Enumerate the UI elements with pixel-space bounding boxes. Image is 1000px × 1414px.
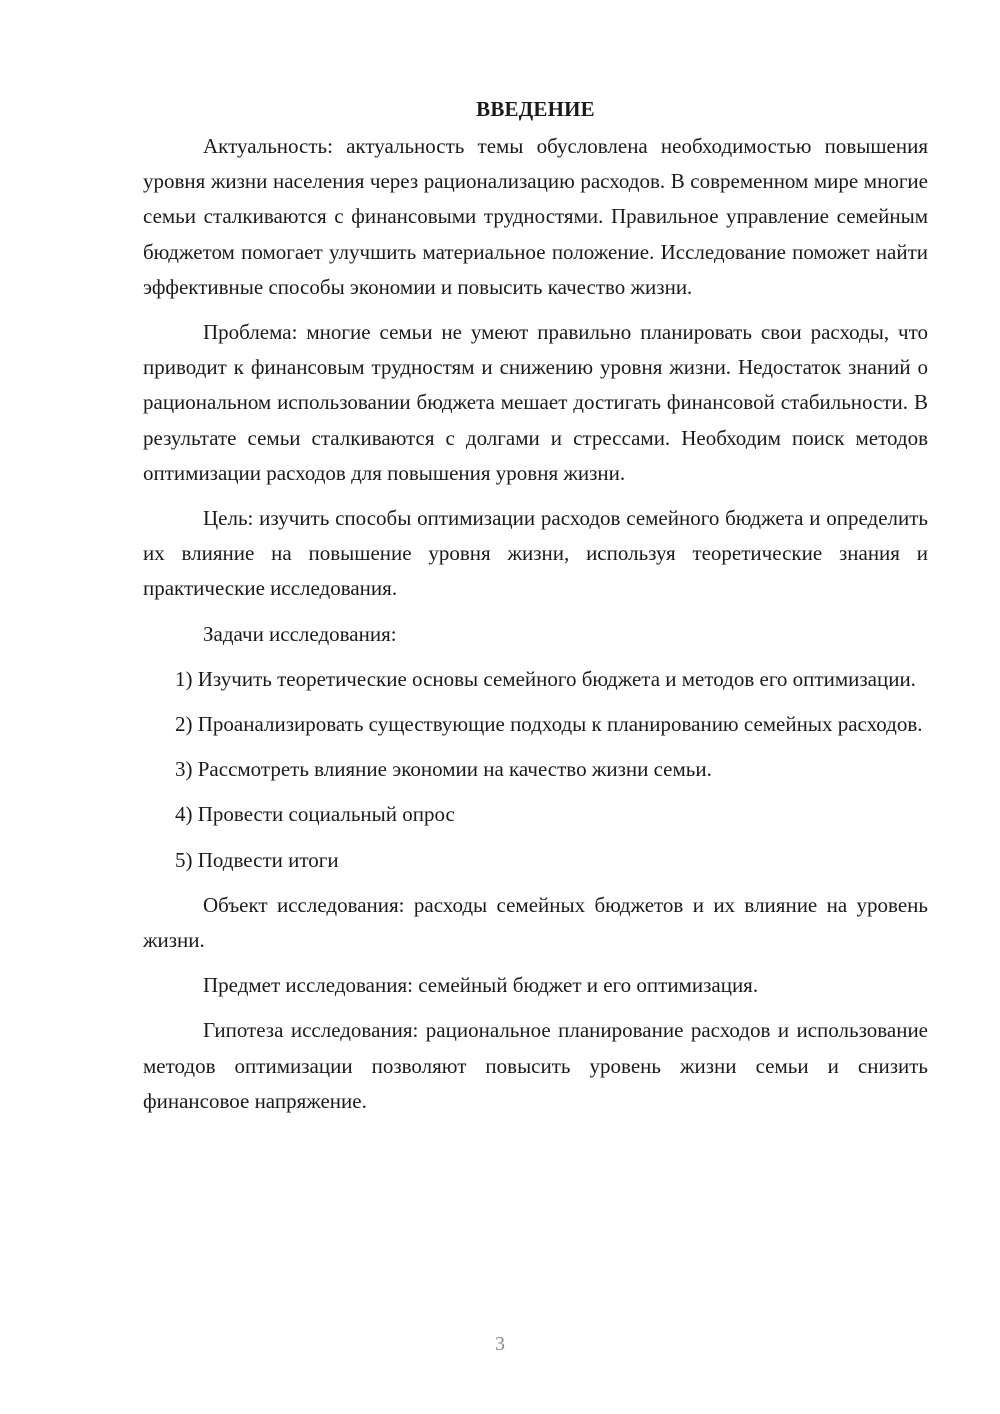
subject-paragraph: Предмет исследования: семейный бюджет и его оптимизация. — [203, 973, 759, 998]
task-item-2: 2) Проанализировать существующие подходы к планированию семейных расходов. — [175, 712, 923, 737]
page-number: 3 — [495, 1333, 505, 1355]
object-paragraph: Объект исследования: расходы семейных бюджетов и их влияние на уровень жизни. — [143, 892, 928, 953]
document-body — [143, 92, 928, 1119]
problem-paragraph: Проблема: многие семьи не умеют правильно планировать свои расходы, что приводит к финансовым трудностям и снижению уровня жизни. Недостаток знаний о рациональном использовании бюджета мешает достигать финансовой стабильности. В результате семьи сталкиваются с долгами и стрессами. Необходим поиск методов оптимизации расходов для повышения уровня жизни. — [143, 320, 928, 485]
task-item-4: 4) Провести социальный опрос — [175, 802, 455, 827]
goal-paragraph: Цель: изучить способы оптимизации расходов семейного бюджета и определить их влияние на повышение уровня жизни, используя теоретические знания и практические исследования. — [143, 506, 928, 601]
tasks-heading: Задачи исследования: — [203, 621, 397, 646]
page-title: ВВЕДЕНИЕ — [476, 97, 595, 121]
hypothesis-paragraph: Гипотеза исследования: рациональное планирование расходов и использование методов оптимизации позволяют повысить уровень жизни семьи и снизить финансовое напряжение. — [143, 1018, 928, 1113]
relevance-paragraph: Актуальность: актуальность темы обусловлена необходимостью повышения уровня жизни населения через рационализацию расходов. В современном мире многие семьи сталкиваются с финансовыми трудностями. Правильное управление семейным бюджетом помогает улучшить материальное положение. Исследование поможет найти эффективные способы экономии и повысить качество жизни. — [143, 134, 928, 299]
task-item-1: 1) Изучить теоретические основы семейного бюджета и методов его оптимизации. — [175, 666, 916, 691]
task-item-3: 3) Рассмотреть влияние экономии на качество жизни семьи. — [175, 757, 712, 782]
task-item-5: 5) Подвести итоги — [175, 847, 339, 872]
